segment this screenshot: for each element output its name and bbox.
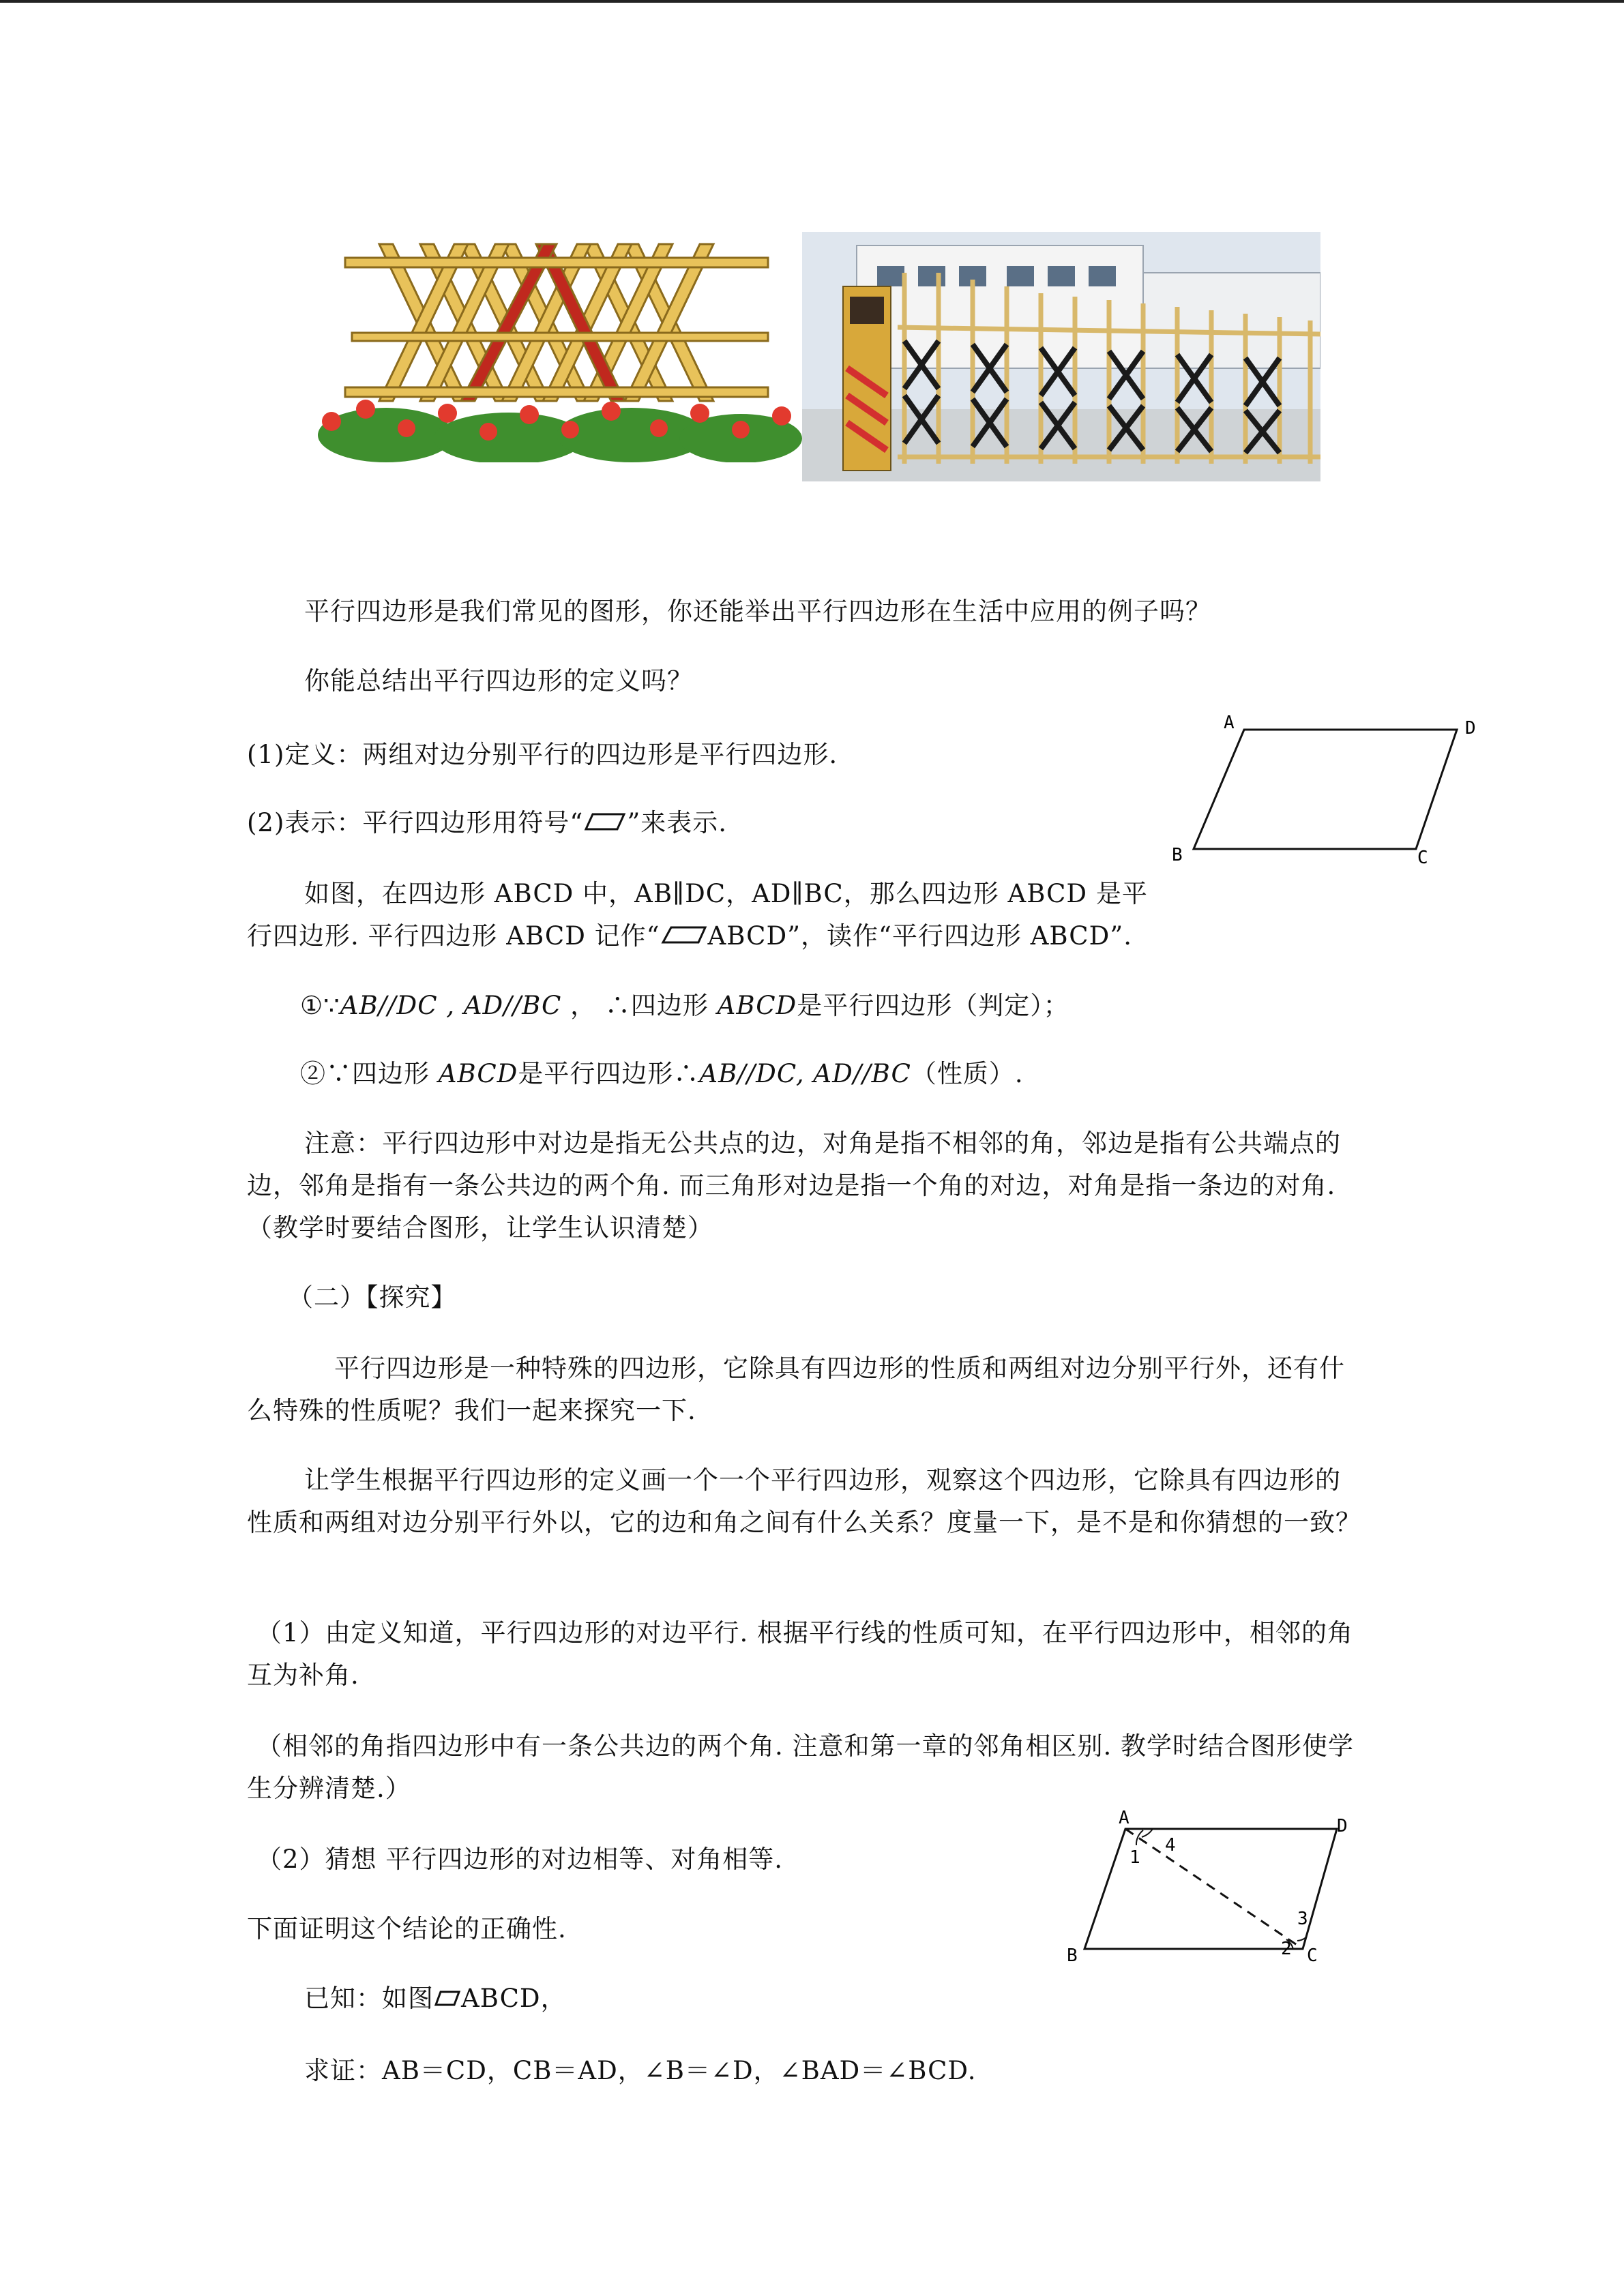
judgement-line [300, 985, 1069, 1027]
property-name: ABCD [438, 1059, 518, 1088]
notation-prefix: (2)表示：平行四边形用符号“ [247, 808, 584, 837]
figure2-label-b: B [1067, 1945, 1078, 1966]
angle-label-1: 1 [1130, 1847, 1140, 1868]
property-conclusion: AB//DC, AD//BC [699, 1059, 911, 1088]
judgement-name: ABCD [717, 991, 797, 1020]
angle-label-3: 3 [1297, 1909, 1308, 1929]
parallelogram-figure-proof [1057, 1800, 1364, 1971]
parallelogram-symbol-icon [434, 1980, 461, 2022]
judgement-suffix: 是平行四边形（判定）； [797, 991, 1069, 1020]
judgement-condition: AB//DC , AD//BC [340, 991, 562, 1020]
retractable-gate-photo [802, 232, 1320, 481]
step1-paragraph: （1）由定义知道，平行四边形的对边平行. 根据平行线的性质可知，在平行四边形中，相邻的角互为补角. [247, 1618, 1354, 1690]
step1-note-paragraph: （相邻的角指四边形中有一条公共边的两个角. 注意和第一章的邻角相区别. 教学时结合图形使学生分辨清楚.） [247, 1731, 1355, 1803]
page-top-border [0, 0, 1624, 3]
intro-question: 平行四边形是我们常见的图形，你还能举出平行四边形在生活中应用的例子吗？ [304, 597, 1211, 626]
angle-label-4: 4 [1165, 1835, 1176, 1855]
figure-description-line1: 如图，在四边形 ABCD 中，AB∥DC，AD∥BC，那么四边形 ABCD 是平 [304, 879, 1148, 908]
figure2-label-d: D [1337, 1816, 1348, 1836]
section-heading: （二）【探究】 [288, 1283, 457, 1312]
property-prefix: ②∵四边形 [300, 1059, 439, 1088]
parallelogram-symbol-icon [660, 917, 708, 959]
figure1-label-d: D [1465, 718, 1476, 739]
student-paragraph: 让学生根据平行四边形的定义画一个一个平行四边形，观察这个四边形，它除具有四边形的性质和两组对边分别平行外以，它的边和角之间有什么关系？度量一下，是不是和你猜想的一致？ [247, 1465, 1361, 1537]
given-suffix: ABCD， [461, 1984, 567, 2013]
figure-description-line2 [247, 915, 1132, 959]
given-line [304, 1978, 567, 2022]
parallelogram-symbol-icon [583, 804, 627, 846]
notation-suffix: ”来表示. [627, 808, 728, 837]
bamboo-fence-image [304, 230, 802, 462]
explore-paragraph: 平行四边形是一种特殊的四边形，它除具有四边形的性质和两组对边分别平行外，还有什么特殊的性质呢？我们一起来探究一下. [247, 1354, 1345, 1425]
figure-description-suffix: ABCD”，读作“平行四边形 ABCD”. [707, 921, 1132, 951]
figure2-label-c: C [1307, 1945, 1318, 1966]
prove-intro-line: 下面证明这个结论的正确性. [247, 1914, 567, 1943]
to-prove-line: 求证：AB＝CD，CB＝AD，∠B＝∠D，∠BAD＝∠BCD. [304, 2056, 977, 2085]
definition-question: 你能总结出平行四边形的定义吗？ [304, 666, 693, 696]
figure1-label-a: A [1224, 713, 1235, 733]
parallelogram-figure-abcd [1160, 709, 1487, 866]
property-line [300, 1053, 1024, 1095]
note-paragraph: 注意：平行四边形中对边是指无公共点的边，对角是指不相邻的角，邻边是指有公共端点的边，邻角是指有一条公共边的两个角. 而三角形对边是指一个角的对边，对角是指一条边的对角.（教学时要结合图形，让学生认识清楚） [247, 1129, 1341, 1242]
given-prefix: 已知：如图 [304, 1984, 434, 2013]
angle-label-2: 2 [1281, 1939, 1292, 1959]
conjecture-line: （2）猜想 平行四边形的对边相等、对角相等. [256, 1845, 784, 1874]
figure-description-prefix: 行四边形. 平行四边形 ABCD 记作“ [247, 921, 660, 951]
figure1-label-c: C [1417, 848, 1428, 866]
definition-line: (1)定义：两组对边分别平行的四边形是平行四边形. [247, 740, 838, 769]
property-mid: 是平行四边形∴ [518, 1059, 700, 1088]
judgement-mid: ， ∴四边形 [561, 991, 718, 1020]
figure1-label-b: B [1172, 845, 1183, 865]
property-suffix: （性质）. [911, 1059, 1024, 1088]
figure2-label-a: A [1119, 1808, 1130, 1828]
judgement-prefix: ①∵ [300, 991, 340, 1020]
notation-line [247, 802, 727, 846]
